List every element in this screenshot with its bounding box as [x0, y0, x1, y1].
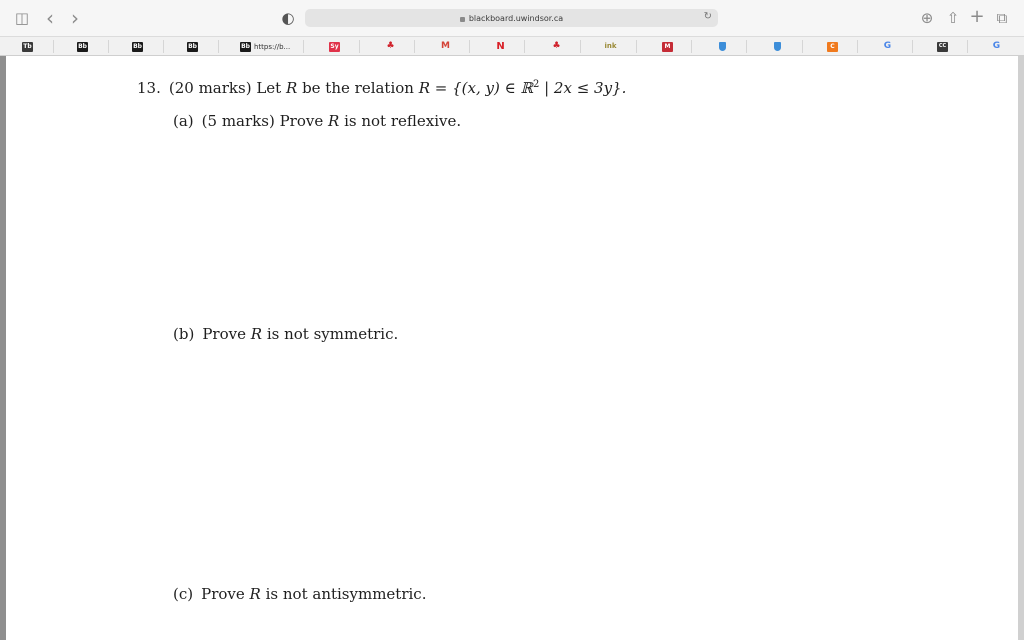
bookmark-item[interactable]	[440, 41, 451, 52]
bookmark-item[interactable]	[385, 41, 396, 52]
bookmark-item[interactable]	[605, 41, 616, 52]
blackboard-icon: Bb	[78, 42, 87, 50]
bookmark-item[interactable]	[719, 41, 726, 52]
bookmark-item[interactable]	[937, 41, 948, 52]
lock-icon	[460, 17, 465, 22]
bookmark-divider	[802, 40, 803, 53]
part-text: (5 marks) Prove	[201, 112, 324, 130]
part-c	[173, 585, 426, 603]
superscript: 2	[532, 79, 540, 90]
part-b	[173, 325, 398, 343]
question-text: be the relation	[302, 79, 414, 97]
tabs-icon[interactable]: ⧉	[996, 8, 1008, 27]
variable-r: R	[328, 112, 340, 130]
bookmark-item[interactable]	[240, 41, 290, 52]
question-text: Let	[256, 79, 282, 97]
ink-favicon-icon: ink	[604, 42, 617, 50]
address-bar[interactable]	[305, 9, 718, 27]
plus-icon[interactable]: +	[969, 6, 985, 27]
bookmark-divider	[218, 40, 219, 53]
browser-toolbar	[0, 0, 1024, 36]
bookmark-label: https://b...	[254, 42, 291, 51]
part-a	[173, 112, 461, 130]
bookmark-divider	[912, 40, 913, 53]
mh-favicon-icon: M	[662, 42, 673, 52]
part-label: (c)	[173, 585, 194, 603]
variable-r: R	[250, 325, 263, 343]
document-page	[0, 56, 1024, 640]
bookmark-divider	[746, 40, 747, 53]
c-favicon-icon: C	[827, 42, 838, 52]
right-scroll-edge[interactable]	[1018, 56, 1024, 640]
shield-icon	[719, 42, 726, 51]
bookmark-divider	[691, 40, 692, 53]
part-label: (b)	[173, 325, 195, 343]
bookmark-divider	[469, 40, 470, 53]
chevron-left-icon[interactable]: ‹	[46, 6, 54, 30]
address-url[interactable]	[305, 9, 718, 27]
google-icon: G	[992, 41, 1001, 51]
sy-favicon-icon: Sy	[330, 42, 339, 50]
part-text: is not antisymmetric.	[265, 585, 427, 603]
question-marks: (20 marks)	[168, 79, 252, 97]
google-icon: G	[883, 41, 892, 51]
variable-r: R	[249, 585, 261, 603]
bookmark-item[interactable]	[22, 41, 33, 52]
blackboard-icon: Bb	[133, 42, 142, 50]
bookmark-divider	[163, 40, 164, 53]
bookmark-divider	[414, 40, 415, 53]
bookmark-item[interactable]	[77, 41, 88, 52]
part-text: is not symmetric.	[266, 325, 399, 343]
question-stem	[137, 79, 626, 97]
part-text: Prove	[202, 325, 246, 343]
part-text: Prove	[201, 585, 245, 603]
bookmark-item[interactable]	[827, 41, 838, 52]
blackboard-icon: Bb	[241, 42, 250, 50]
bookmark-divider	[359, 40, 360, 53]
bookmark-item[interactable]	[882, 41, 893, 52]
maple-leaf-icon: ♣	[552, 41, 561, 51]
bookmark-divider	[967, 40, 968, 53]
download-icon[interactable]: ⊕	[920, 8, 934, 27]
bookmark-item[interactable]	[662, 41, 673, 52]
address-url-text: blackboard.uwindsor.ca	[468, 13, 564, 23]
bookmarks-bar	[0, 36, 1024, 56]
variable-r: R	[285, 79, 298, 97]
bookmark-divider	[580, 40, 581, 53]
shield-icon[interactable]: ◐	[281, 8, 295, 27]
sidebar-icon[interactable]: ◫	[14, 8, 30, 27]
netflix-icon: N	[496, 40, 505, 52]
bookmark-item[interactable]	[551, 41, 562, 52]
maple-leaf-icon: ♣	[386, 41, 395, 51]
gmail-icon: M	[441, 41, 450, 51]
tb-favicon-icon: Tb	[23, 42, 32, 50]
bookmark-item[interactable]	[187, 41, 198, 52]
share-icon[interactable]: ⇧	[946, 8, 960, 27]
bookmark-divider	[857, 40, 858, 53]
bookmark-divider	[303, 40, 304, 53]
reload-icon[interactable]: ↻	[703, 11, 712, 22]
bookmark-item[interactable]	[132, 41, 143, 52]
bookmark-item[interactable]	[329, 41, 340, 52]
relation-definition: R = {(x, y) ∈ ℝ	[418, 79, 533, 97]
bookmark-item[interactable]	[991, 41, 1002, 52]
blackboard-icon: Bb	[188, 42, 197, 50]
part-label: (a)	[173, 112, 194, 130]
relation-condition: | 2x ≤ 3y}.	[539, 79, 627, 97]
bookmark-item[interactable]	[774, 41, 781, 52]
left-scroll-edge	[0, 56, 6, 640]
bookmark-divider	[636, 40, 637, 53]
part-text: is not reflexive.	[344, 112, 462, 130]
bookmark-item[interactable]	[495, 41, 506, 52]
cc-favicon-icon: CC	[937, 42, 948, 52]
bookmark-divider	[108, 40, 109, 53]
chevron-right-icon[interactable]: ›	[71, 6, 79, 30]
bookmark-divider	[524, 40, 525, 53]
bookmark-divider	[53, 40, 54, 53]
question-number: 13.	[137, 79, 161, 97]
shield-icon	[774, 42, 781, 51]
